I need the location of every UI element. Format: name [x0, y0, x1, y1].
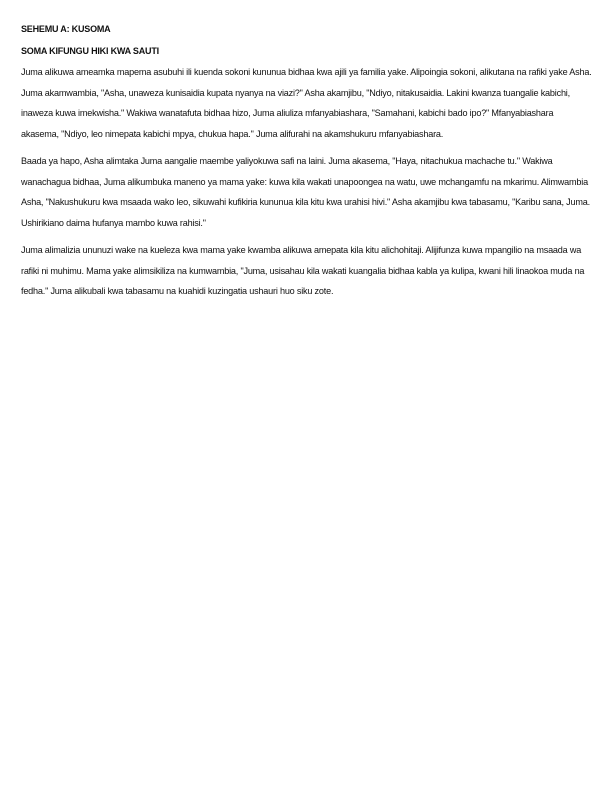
paragraph-2: Baada ya hapo, Asha alimtaka Juma aangalie maembe yaliyokuwa safi na laini. Juma akasema, "Haya, nitachukua machache tu." Wakiwa wanachagua bidhaa, Juma alikumbuka maneno ya mama yake: kuwa kila wakati unapoongea na watu, uwe mchangamfu na mkarimu. Alimwambia Asha, "Nakushukuru kwa msaada wako leo, sikuwahi kufikiria kununua kila kitu kwa urahisi hivi." Asha akamjibu kwa tabasamu, "Karibu sana, Juma. Ushirikiano daima hufanya mambo kuwa rahisi." [21, 156, 590, 228]
paragraph-3: Juma alimalizia ununuzi wake na kueleza kwa mama yake kwamba alikuwa amepata kila kitu alichohitaji. Alijifunza kuwa mpangilio na msaada wa rafiki ni muhimu. Mama yake alimsikiliza na kumwambia, "Juma, usisahau kila wakati kuangalia bidhaa kabla ya kulipa, kwani hili linaokoa muda na fedha." Juma alikubali kwa tabasamu na kuahidi kuzingatia ushauri huo siku zote. [21, 245, 585, 296]
instruction-heading: SOMA KIFUNGU HIKI KWA SAUTI [21, 46, 159, 56]
paragraph-1: Juma alikuwa ameamka mapema asubuhi ili kuenda sokoni kununua bidhaa kwa ajili ya familia yake. Alipoingia sokoni, alikutana na rafiki yake Asha. Juma akamwambia, "Asha, unaweza kunisaidia kupata nyanya na viazi?" Asha akamjibu, "Ndiyo, nitakusaidia. Lakini kwanza tuangalie kabichi, inaweza kuwa imekwisha." Wakiwa wanatafuta bidhaa hizo, Juma aliuliza mfanyabiashara, "Samahani, kabichi bado ipo?" Mfanyabiashara akasema, "Ndiyo, leo nimepata kabichi mpya, chukua hapa." Juma alifurahi na akamshukuru mfanyabiashara. [21, 67, 592, 139]
section-heading: SEHEMU A: KUSOMA [21, 24, 111, 34]
